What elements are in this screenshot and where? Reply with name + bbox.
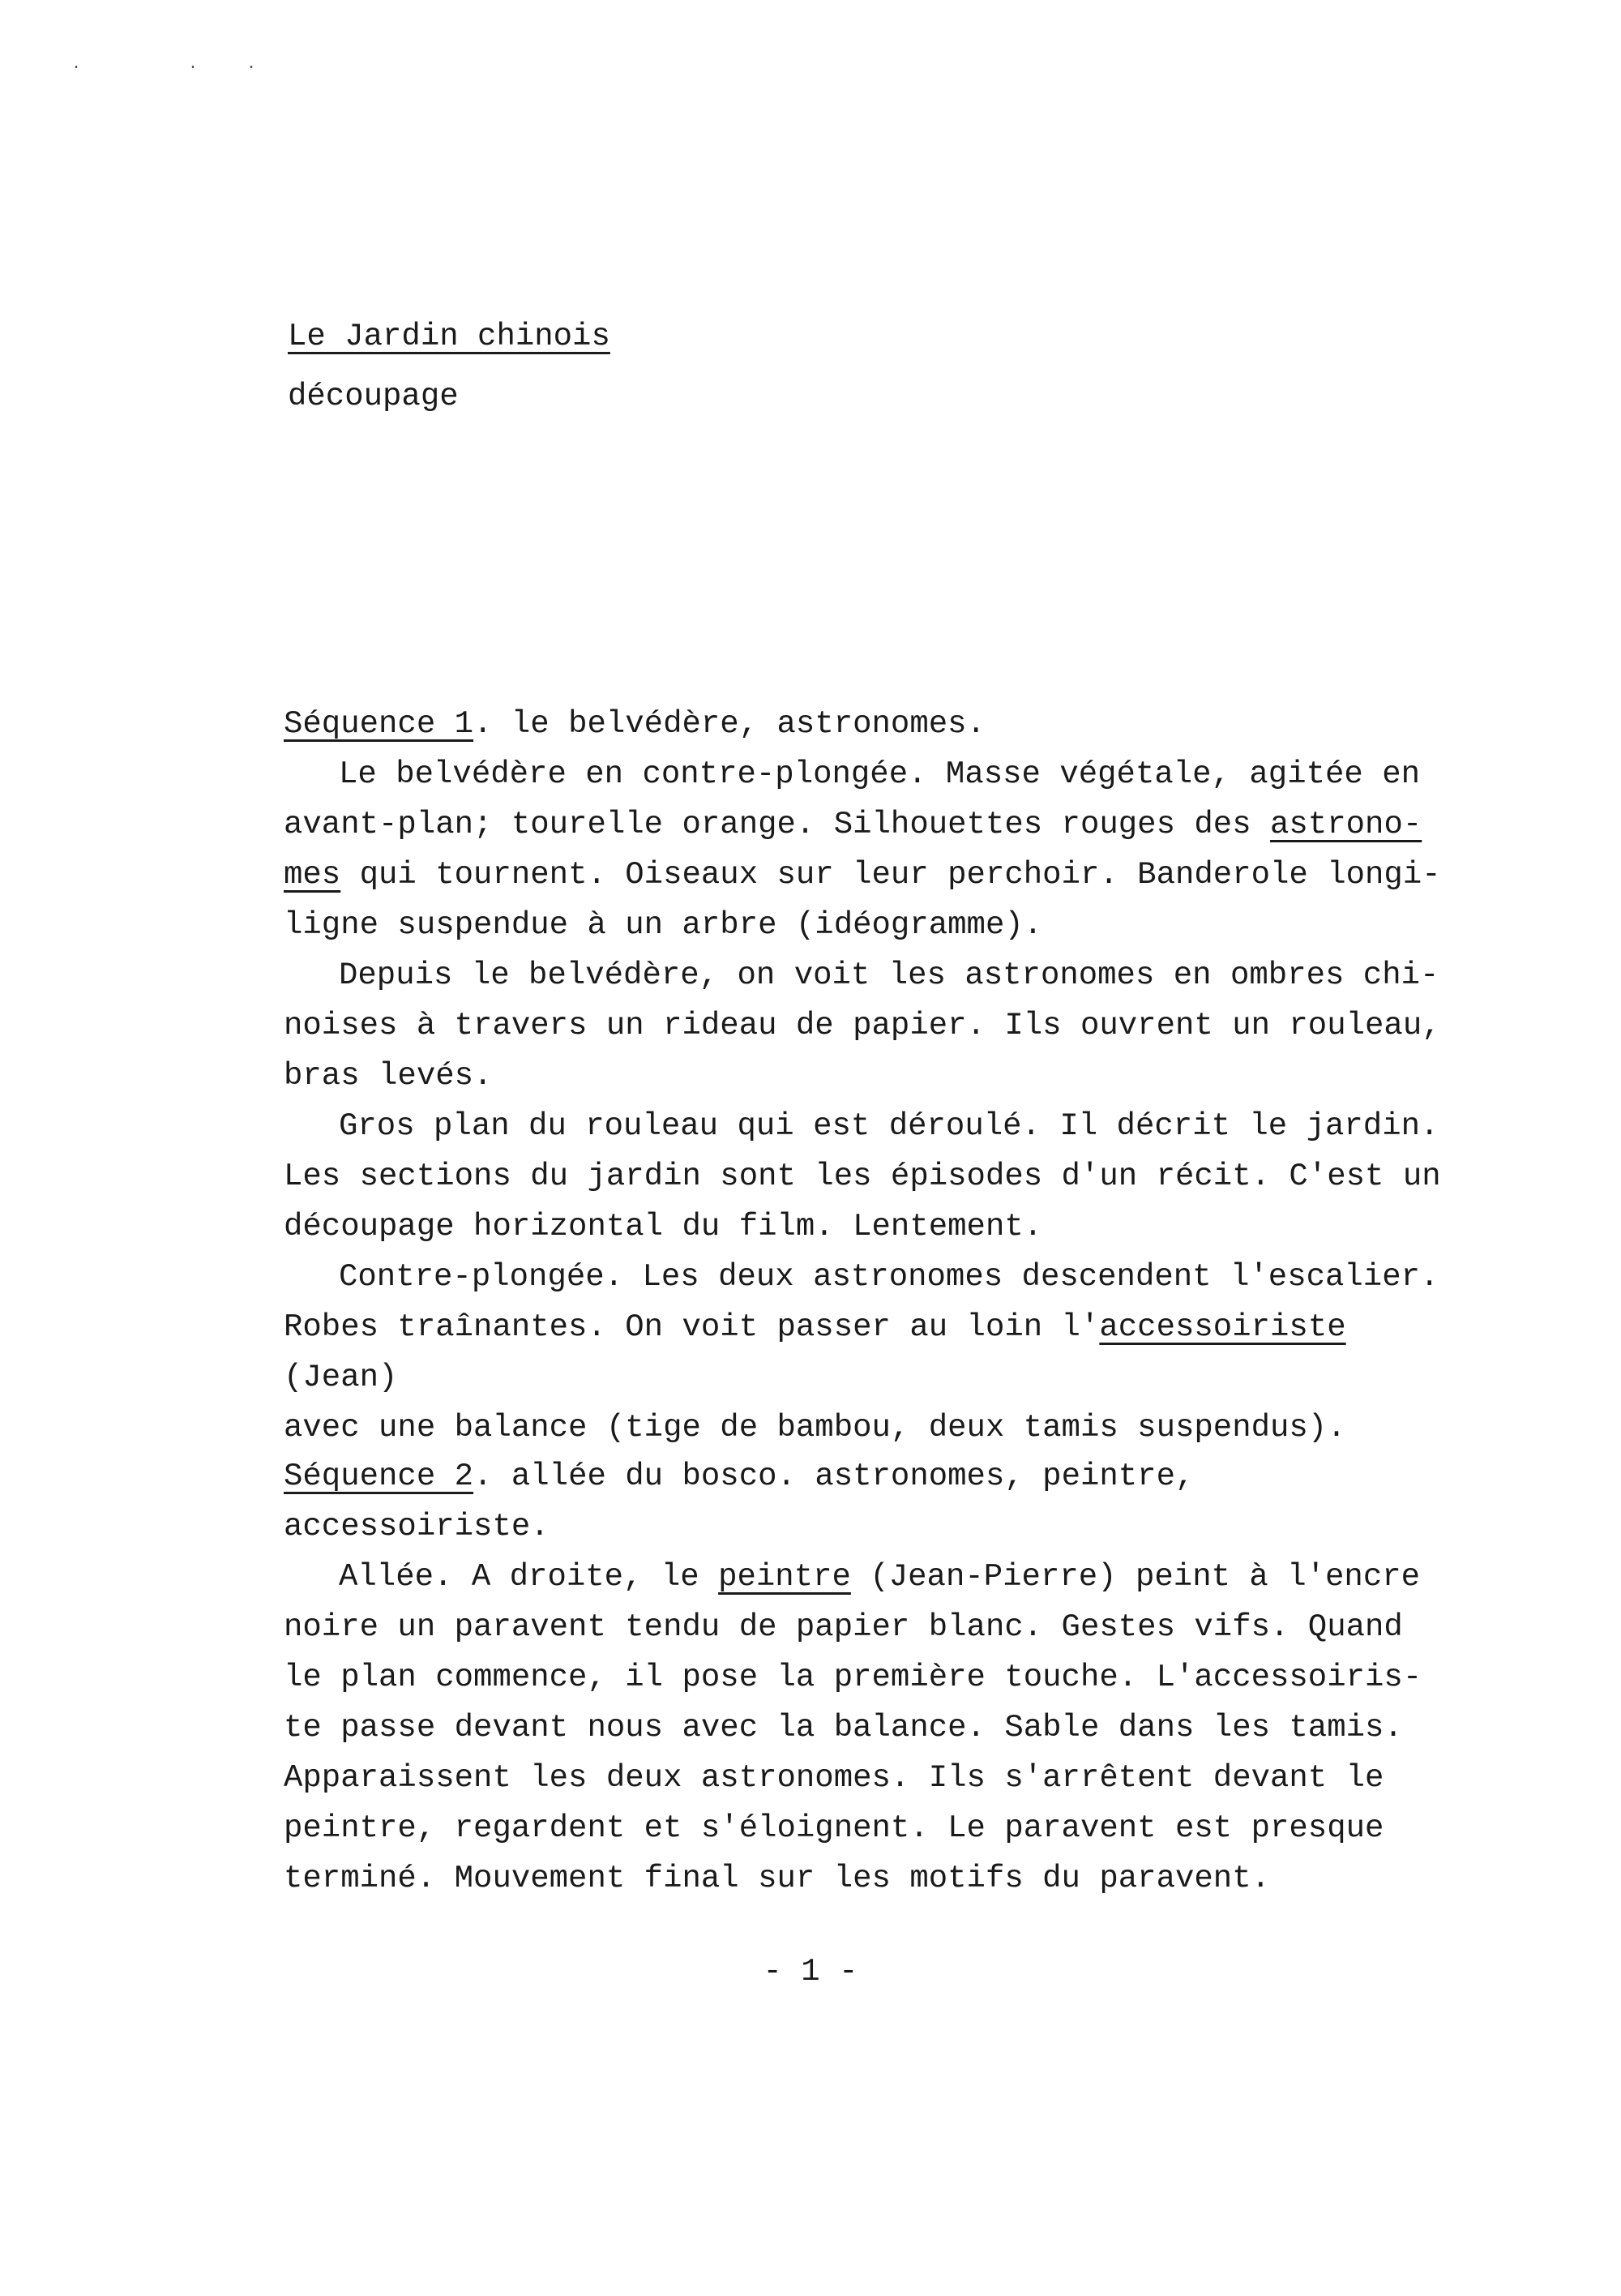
text-line: Le belvédère en contre-plongée. Masse végétale, agitée en (339, 756, 1421, 792)
document-title: Le Jardin chinois (288, 319, 610, 354)
text-line: terminé. Mouvement final sur les motifs du paravent. (284, 1861, 1270, 1896)
text-line: ligne suspendue à un arbre (idéogramme). (284, 907, 1043, 943)
paragraph (284, 749, 1467, 950)
text-line: Les sections du jardin sont les épisodes d'un récit. C'est un (284, 1159, 1441, 1194)
text-line: qui tournent. Oiseaux sur leur perchoir. Banderole longi- (359, 857, 1441, 893)
text-line: noire un paravent tendu de papier blanc. Gestes vifs. Quand (284, 1609, 1403, 1645)
text-line: Robes traînantes. On voit passer au loin l' (284, 1309, 1100, 1345)
document-subtitle: découpage (288, 379, 459, 414)
sequence-heading-text: . le belvédère, astronomes. (473, 706, 986, 742)
paragraph (284, 1101, 1467, 1252)
text-line: avec une balance (tige de bambou, deux tamis suspendus). (284, 1410, 1346, 1446)
term-astronomes: astrono- (1270, 807, 1422, 842)
text-line: noises à travers un rideau de papier. Ils ouvrent un rouleau, (284, 1008, 1441, 1043)
text-line: bras levés. (284, 1058, 493, 1094)
paragraph (284, 1252, 1467, 1453)
text-line: peintre, regardent et s'éloignent. Le paravent est presque (284, 1810, 1384, 1846)
text-line: Depuis le belvédère, on voit les astronomes en ombres chi- (339, 957, 1439, 993)
term-astronomes-end: mes (284, 857, 341, 893)
text-line: Allée. A droite, le (339, 1559, 699, 1595)
text-line: découpage horizontal du film. Lentement. (284, 1209, 1043, 1244)
text-line: avant-plan; tourelle orange. Silhouettes rouges des (284, 807, 1251, 842)
sequence-label: Séquence 1 (284, 706, 474, 742)
term-accessoiriste: accessoiriste (1099, 1309, 1346, 1345)
sequence-heading-text: . allée du bosco. astronomes, peintre, accessoiriste. (284, 1459, 1195, 1544)
page-marks: · ·· (71, 58, 306, 77)
sequence-heading (284, 699, 1467, 749)
text-line: Apparaissent les deux astronomes. Ils s'arrêtent devant le (284, 1760, 1384, 1796)
text-line: Gros plan du rouleau qui est déroulé. Il décrit le jardin. (339, 1108, 1439, 1144)
text-line: le plan commence, il pose la première touche. L'accessoiris- (284, 1660, 1422, 1695)
sequence-heading (284, 1451, 1467, 1552)
paragraph (284, 1552, 1467, 1904)
text-line: (Jean-Pierre) peint à l'encre (870, 1559, 1421, 1595)
sequence-label: Séquence 2 (284, 1459, 474, 1494)
title-block (288, 306, 610, 426)
text-line: te passe devant nous avec la balance. Sable dans les tamis. (284, 1710, 1403, 1746)
text-line: Contre-plongée. Les deux astronomes descendent l'escalier. (339, 1259, 1439, 1295)
page-number: - 1 - (763, 1954, 858, 1990)
term-peintre: peintre (718, 1559, 851, 1595)
text-line: (Jean) (284, 1360, 398, 1395)
paragraph (284, 950, 1467, 1101)
sequence-1 (284, 699, 1467, 1453)
sequence-2 (284, 1451, 1467, 1904)
